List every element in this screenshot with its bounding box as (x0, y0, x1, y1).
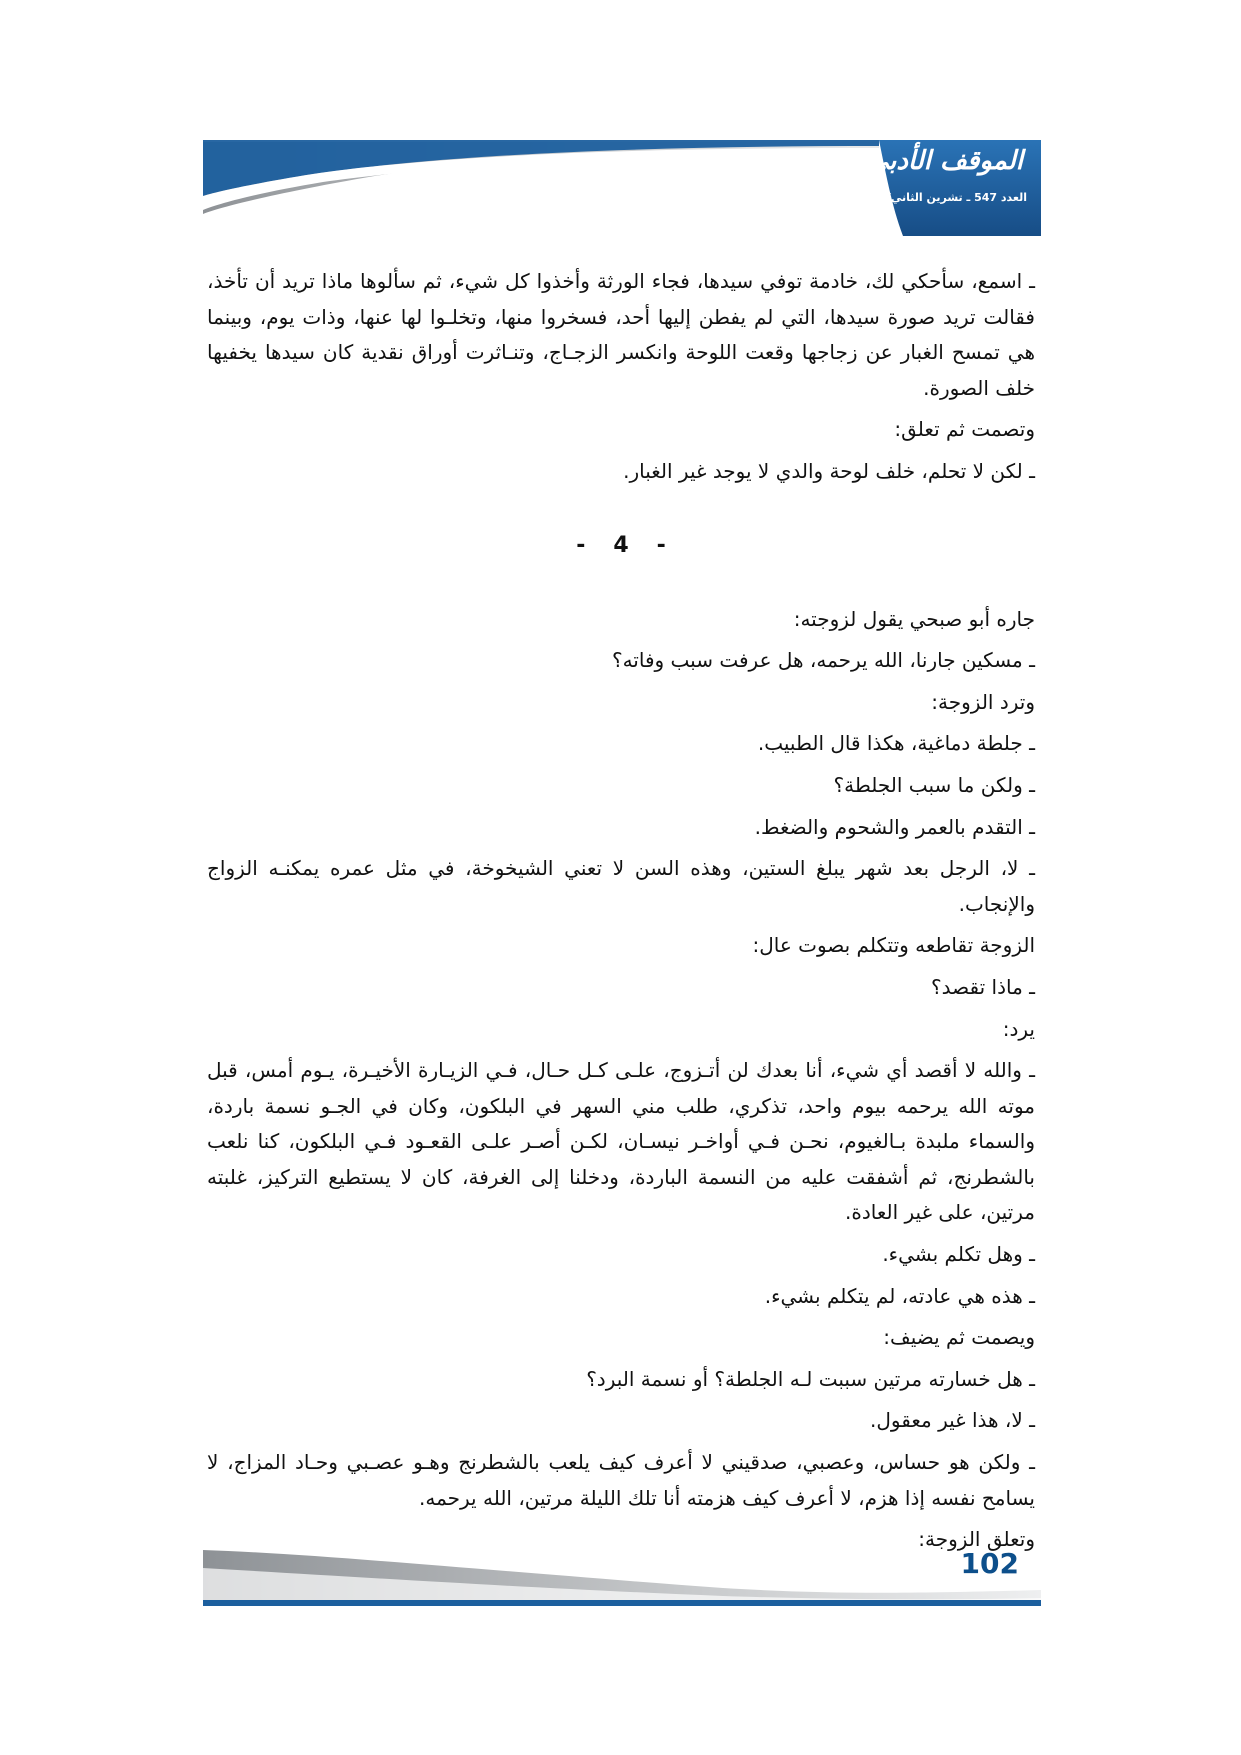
paragraph: ـ جلطة دماغية، هكذا قال الطبيب. (757, 731, 1035, 756)
paragraph: ـ لا، هذا غير معقول. (870, 1408, 1035, 1433)
paragraph: ـ مسكين جارنا، الله يرحمه، هل عرفت سبب وفاته؟ (611, 648, 1035, 673)
magazine-logo: الموقف الأدبي (867, 146, 1023, 176)
section-dash: - (656, 532, 666, 558)
paragraph: وترد الزوجة: (931, 689, 1035, 714)
paragraph: ـ ماذا تقصد؟ (931, 974, 1035, 999)
paragraph: ـ لا، الرجل بعد شهر يبلغ الستين، وهذه السن لا تعني الشيخوخة، في مثل عمره يمكنـه الزواج والإنجاب. (207, 856, 1035, 916)
page-number: 102 (960, 1547, 1019, 1580)
paragraph: ـ التقدم بالعمر والشحوم والضغط. (754, 814, 1035, 839)
page-footer (203, 1540, 1041, 1610)
paragraph: ـ ولكن ما سبب الجلطة؟ (833, 772, 1035, 797)
paragraph: جاره أبو صبحي يقول لزوجته: (793, 606, 1035, 631)
section-heading (207, 490, 1035, 602)
footer-banner-graphic (203, 1540, 1041, 1610)
paragraph: الزوجة تقاطعه وتتكلم بصوت عال: (752, 933, 1035, 958)
section-dash: - (576, 532, 586, 558)
paragraph: ـ هل خسارته مرتين سببت لـه الجلطة؟ أو نسمة البرد؟ (586, 1366, 1035, 1391)
paragraph: ـ اسمع، سأحكي لك، خادمة توفي سيدها، فجاء الورثة وأخذوا كل شيء، ثم سألوها ماذا تريد أن تأخذ، فقالت تريد صورة سيدها، التي لم يفطن إليها أحد، فسخروا منها، وتخلـوا لها عنها، وذات يوم، وبينما هي تمسح الغبار عن زجاجها وقعت اللوحة وانكسر الزجـاج، وتنـاثرت أوراق نقدية كان سيدها يخفيها خلف الصورة. (207, 269, 1035, 400)
paragraph: ويصمت ثم يضيف: (883, 1325, 1035, 1350)
paragraph: ـ هذه هي عادته، لم يتكلم بشيء. (764, 1283, 1035, 1308)
paragraph: وتصمت ثم تعلق: (894, 417, 1035, 442)
paragraph: ـ والله لا أقصد أي شيء، أنا بعدك لن أتـزوج، علـى كـل حـال، فـي الزيـارة الأخيـرة، يـوم أمس، قبل موته الله يرحمه بيوم واحد، تذكري، طلب مني السهر في البلكون، وكان في الجـو نسمة باردة، والسماء ملبدة بـالغيوم، نحـن فـي أواخـر نيسـان، لكـن أصـر علـى القعـود فـي البلكون، كنا نلعب بالشطرنج، ثم أشفقت عليه من النسمة الباردة، ودخلنا إلى الغرفة، كان لا يستطيع التركيز، غلبته مرتين، على غير العادة. (207, 1058, 1035, 1225)
page-header (203, 140, 1041, 250)
issue-label: العدد 547 ـ تشرين الثاني/ 2016 (852, 191, 1027, 204)
article-body (207, 264, 1035, 1558)
paragraph: ـ وهل تكلم بشيء. (882, 1242, 1035, 1267)
paragraph: وتعلق الزوجة: (918, 1527, 1035, 1552)
paragraph: ـ ولكن هو حساس، وعصبي، صدقيني لا أعرف كيف يلعب بالشطرنج وهـو عصـبي وحـاد المزاج، لا يسامح نفسه إذا هزم، لا أعرف كيف هزمته أنا تلك الليلة مرتين، الله يرحمه. (207, 1450, 1035, 1510)
paragraph: يرد: (1002, 1016, 1035, 1041)
paragraph: ـ لكن لا تحلم، خلف لوحة والدي لا يوجد غير الغبار. (623, 458, 1035, 483)
section-number: 4 (613, 532, 629, 558)
